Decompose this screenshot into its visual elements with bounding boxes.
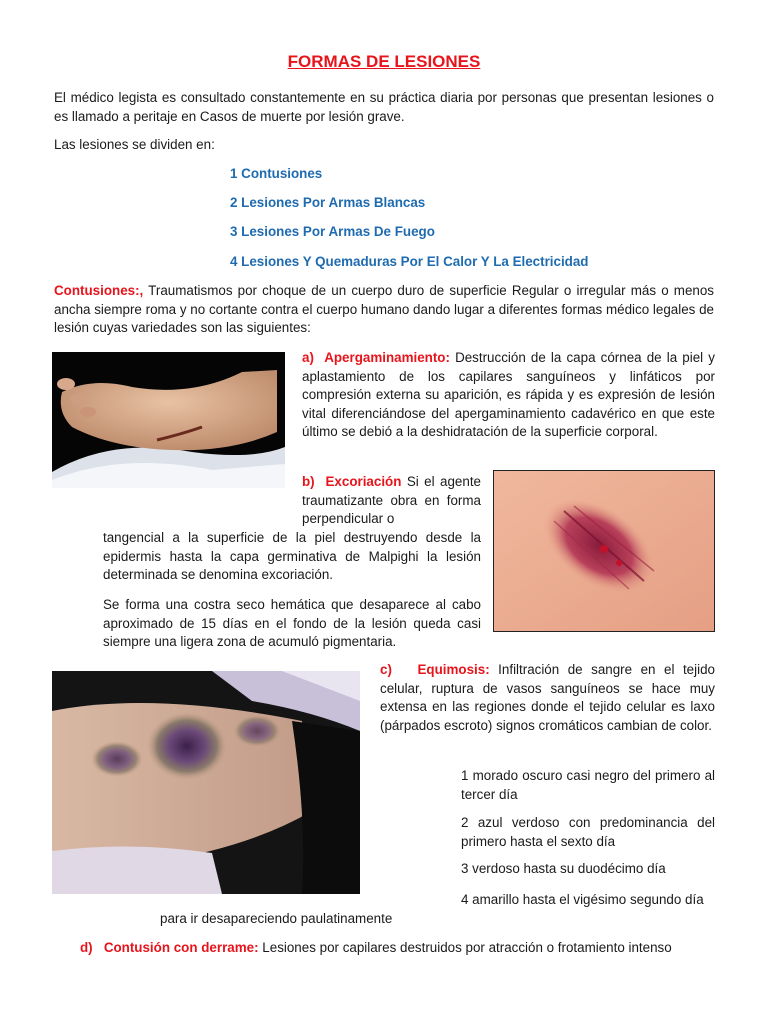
contusiones-paragraph [54,282,714,338]
photo-excoriacion [493,470,715,632]
list-item-quemaduras: 4 Lesiones Y Quemaduras Por El Calor Y La Electricidad [230,254,589,269]
item-b-text-part3: Se forma una costra seco hemática que desaparece al cabo aproximado de 15 días en el fondo de la lesión queda casi siempre una ligera zona de acumuló pigmentaria. [103,597,481,650]
list-item-armas-fuego: 3 Lesiones Por Armas De Fuego [230,224,435,239]
item-c-equimosis [380,661,715,735]
photo-equimosis [52,671,360,894]
item-b-text-part2: tangencial a la superficie de la piel destruyendo desde la epidermis hasta la capa germinativa de Malpighi la lesión determinada se denomina excoriación. [103,530,481,583]
item-d-label: Contusión con derrame: [103,940,259,955]
item-a-marker: a) [302,350,314,365]
item-d-contusion-derrame [80,939,720,958]
item-b-text-part1: Si el agente traumatizante obra en forma perpendicular o [302,474,481,527]
item-a-text: Destrucción de la capa córnea de la piel y aplastamiento de los capilares sanguíneos y linfáticos por compresión externa su aparición, es rápida y es expresión de lesión vital diferenciándose del apergaminamiento cadavérico en que este último se debió a la deshidratación de la superficie corporal. [302,350,715,440]
item-a-apergaminamiento [302,349,715,442]
photo-foot-apergaminamiento [52,352,285,488]
item-c-text: Infiltración de sangre en el tejido celular, ruptura de vasos sanguíneos se hace muy extensa en las regiones donde el tejido celular es laxo (párpados escroto) signos cromáticos cambian de color. [380,662,715,733]
page-title: FORMAS DE LESIONES [287,52,481,71]
contusiones-text: Traumatismos por choque de un cuerpo duro de superficie Regular o irregular más o menos ancha siempre roma y no cortante contra el cuerpo humano dando lugar a diferentes formas médico legales de lesión cuyas variedades son las siguientes: [54,283,714,336]
list-item-armas-blancas: 2 Lesiones Por Armas Blancas [230,195,426,210]
item-b-label: Excoriación [325,474,402,489]
stage-4: 4 amarillo hasta el vigésimo segundo día [461,892,704,907]
item-a-label: Apergaminamiento: [324,350,450,365]
divide-text: Las lesiones se dividen en: [54,137,215,152]
contusiones-label: Contusiones:, [54,283,144,298]
item-c-label: Equimosis: [417,662,490,677]
item-b-marker: b) [302,474,315,489]
item-b-intro [302,473,481,529]
item-d-text: Lesiones por capilares destruidos por atracción o frotamiento intenso [258,940,672,955]
stage-3: 3 verdoso hasta su duodécimo día [461,861,666,876]
equimosis-tail: para ir desapareciendo paulatinamente [160,911,393,926]
stage-1: 1 morado oscuro casi negro del primero al tercer día [461,768,715,802]
item-d-marker: d) [80,940,93,955]
stage-2: 2 azul verdoso con predominancia del primero hasta el sexto día [461,815,715,849]
list-item-contusiones: 1 Contusiones [230,166,323,181]
intro-paragraph: El médico legista es consultado constantemente en su práctica diaria por personas que presentan lesiones o es llamado a peritaje en Casos de muerte por lesión grave. [54,90,714,124]
item-c-marker: c) [380,662,392,677]
